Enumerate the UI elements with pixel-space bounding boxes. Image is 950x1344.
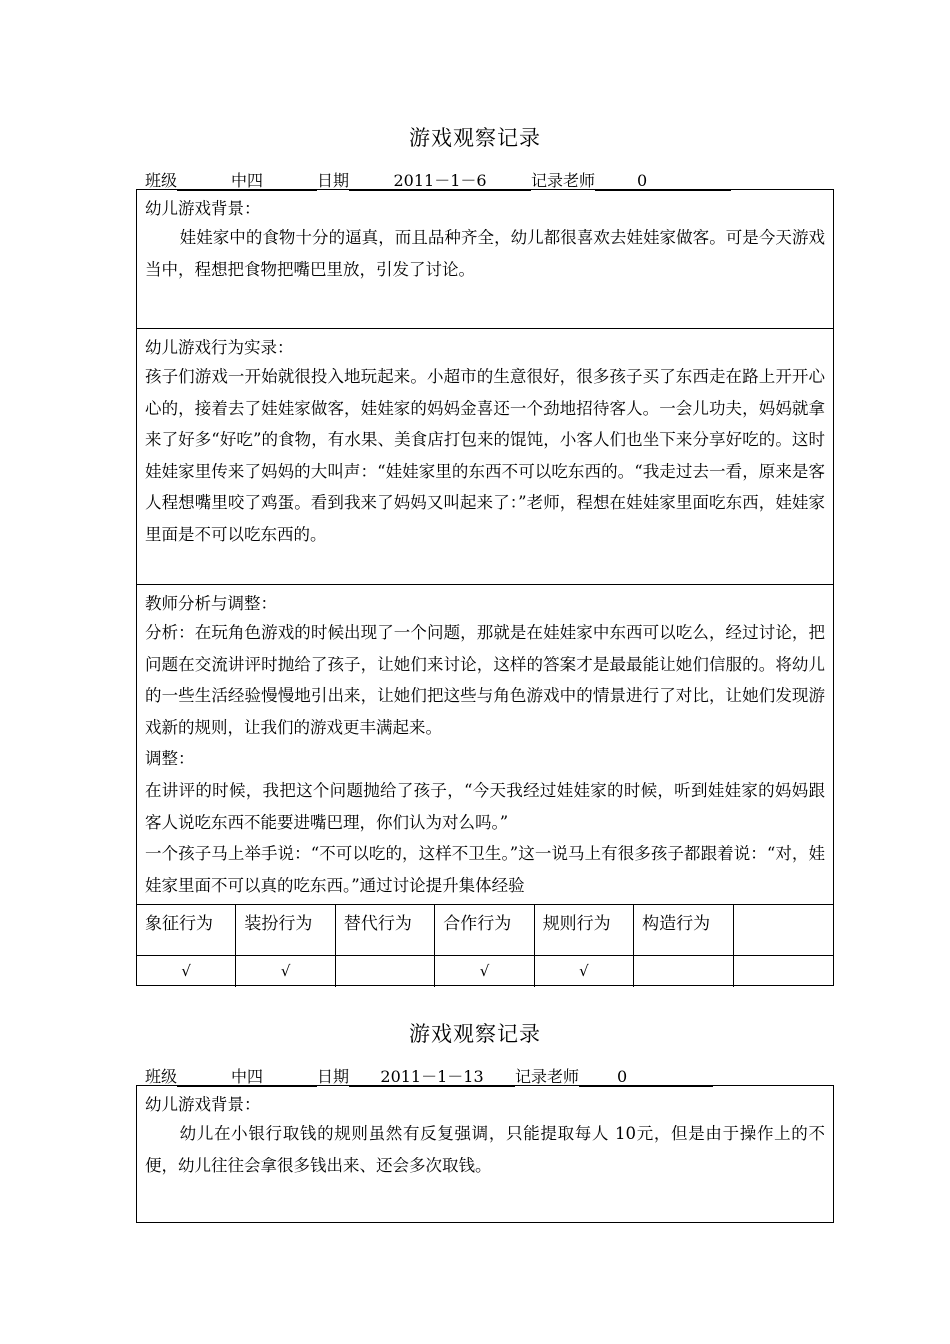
behavior-type-cell: 装扮行为 — [236, 905, 335, 955]
teacher-value: 0 — [579, 1069, 713, 1087]
check-mark-cell — [336, 956, 435, 987]
behavior-section — [137, 329, 833, 585]
record-2-title: 游戏观察记录 — [409, 1022, 541, 1046]
behavior-type-cell: 构造行为 — [634, 905, 733, 955]
behavior-type-cell: 合作行为 — [435, 905, 534, 955]
behavior-type-cell: 规则行为 — [535, 905, 634, 955]
behavior-heading: 幼儿游戏行为实录： — [145, 338, 294, 357]
date-value: 2011－1－6 — [349, 173, 531, 191]
background-heading: 幼儿游戏背景： — [145, 199, 261, 218]
behavior-type-cell: 象征行为 — [137, 905, 236, 955]
adjust-text-2: 一个孩子马上举手说：“不可以吃的，这样不卫生。”这一说马上有很多孩子都跟着说：“对，娃娃家里面不可以真的吃东西。”通过讨论提升集体经验 — [145, 844, 825, 895]
adjust-heading: 调整： — [145, 749, 195, 769]
behavior-check-row — [137, 955, 833, 987]
teacher-label: 记录老师 — [531, 171, 596, 190]
background-heading: 幼儿游戏背景： — [145, 1095, 261, 1114]
class-value: 中四 — [177, 173, 317, 191]
background-text: 幼儿在小银行取钱的规则虽然有反复强调，只能提取每人 10元，但是由于操作上的不便，幼儿往往会拿很多钱出来、还会多次取钱。 — [145, 1124, 825, 1175]
record-1-meta — [145, 168, 731, 191]
check-mark-cell: √ — [435, 956, 534, 987]
background-section — [137, 1086, 833, 1221]
date-value: 2011－1－13 — [349, 1069, 515, 1087]
behavior-type-cell: 替代行为 — [336, 905, 435, 955]
date-label: 日期 — [317, 1067, 350, 1086]
check-mark-cell: √ — [236, 956, 335, 987]
check-mark-cell — [634, 956, 733, 987]
teacher-value: 0 — [595, 173, 731, 191]
check-mark-cell — [734, 956, 833, 987]
background-text: 娃娃家中的食物十分的逼真，而且品种齐全，幼儿都很喜欢去娃娃家做客。可是今天游戏当中，程想把食物把嘴巴里放，引发了讨论。 — [145, 228, 825, 279]
analysis-section — [137, 585, 833, 904]
record-1-title: 游戏观察记录 — [409, 126, 541, 150]
analysis-text: 分析：在玩角色游戏的时候出现了一个问题，那就是在娃娃家中东西可以吃么，经过讨论，把问题在交流讲评时抛给了孩子，让她们来讨论，这样的答案才是最最能让她们信服的。将幼儿的一些生活经验慢慢地引出来，让她们把这些与角色游戏中的情景进行了对比，让她们发现游戏新的规则，让我们的游戏更丰满起来。 — [145, 623, 825, 737]
background-section — [137, 190, 833, 329]
check-mark-cell: √ — [535, 956, 634, 987]
behavior-type-row — [137, 904, 833, 955]
class-label: 班级 — [145, 1067, 178, 1086]
record-1-table — [136, 189, 834, 986]
behavior-type-cell — [734, 905, 833, 955]
class-label: 班级 — [145, 171, 178, 190]
teacher-label: 记录老师 — [515, 1067, 580, 1086]
behavior-text: 孩子们游戏一开始就很投入地玩起来。小超市的生意很好，很多孩子买了东西走在路上开开心心的，接着去了娃娃家做客，娃娃家的妈妈金喜还一个劲地招待客人。一会儿功夫，妈妈就拿来了好多“好吃”的食物，有水果、美食店打包来的馄饨，小客人们也坐下来分享好吃的。这时娃娃家里传来了妈妈的大叫声：“娃娃家里的东西不可以吃东西的。“我走过去一看，原来是客人程想嘴里咬了鸡蛋。看到我来了妈妈又叫起来了：”老师，程想在娃娃家里面吃东西，娃娃家里面是不可以吃东西的。 — [145, 367, 825, 544]
analysis-heading: 教师分析与调整： — [145, 594, 277, 613]
check-mark-cell: √ — [137, 956, 236, 987]
class-value: 中四 — [177, 1069, 317, 1087]
adjust-text-1: 在讲评的时候，我把这个问题抛给了孩子，“今天我经过娃娃家的时候，听到娃娃家的妈妈跟客人说吃东西不能要进嘴巴理，你们认为对么吗。” — [145, 780, 825, 832]
record-2-table — [136, 1085, 834, 1223]
record-2-meta — [145, 1064, 713, 1087]
date-label: 日期 — [317, 171, 350, 190]
